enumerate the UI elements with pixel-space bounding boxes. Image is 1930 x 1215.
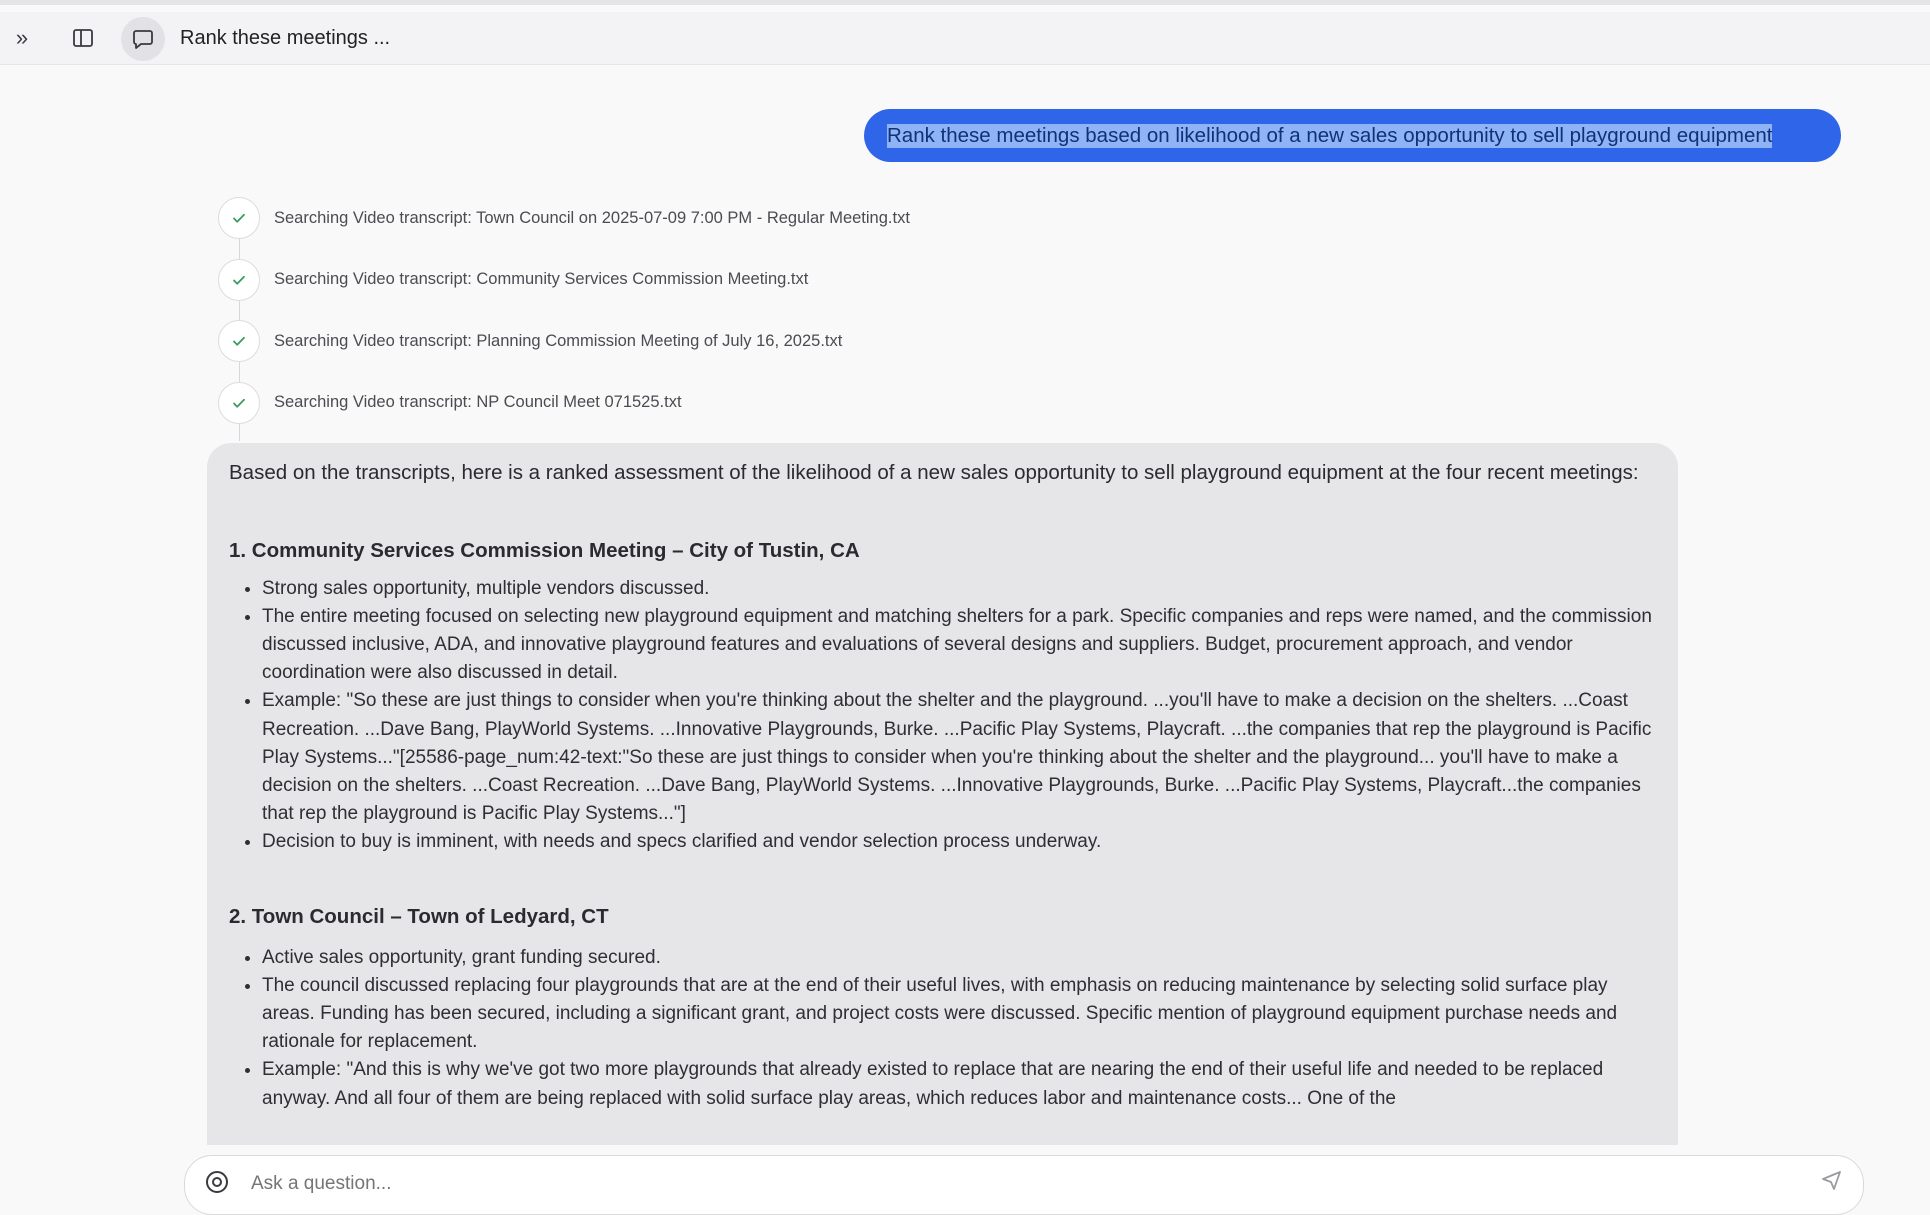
search-step-label: Searching Video transcript: Community Services Commission Meeting.txt [274,270,809,288]
send-icon[interactable] [1820,1168,1850,1198]
bullet-item: • Decision to buy is imminent, with needs and specs clarified and vendor selection process underway. [262,828,1654,856]
assistant-answer [207,443,1678,1145]
message-composer[interactable] [184,1155,1864,1215]
conversation-title: Rank these meetings ... [180,27,391,49]
search-step-label: Searching Video transcript: Town Council on 2025-07-09 7:00 PM - Regular Meeting.txt [274,208,910,227]
check-icon [218,197,260,239]
bullet-item: • Active sales opportunity, grant funding secured. [262,944,1654,972]
check-icon [218,382,260,424]
search-step [218,258,910,302]
search-step [218,381,910,425]
bullet-item: • The entire meeting focused on selecting new playground equipment and matching shelters for a park. Specific companies and reps were named, and the commission discussed inclusive, ADA, and innovative playground features and evaluations of several designs and suppliers. Budget, procurement approach, and vendor coordination were also discussed in detail. [262,603,1654,688]
message-input[interactable] [249,1172,1753,1196]
top-bar [0,12,1930,65]
bullet-item: • Example: "So these are just things to consider when you're thinking about the shelter and the playground. ...you'll have to make a decision on the shelters. ...Coast Recreation. ...Dave Bang, PlayWorld Systems. ...Innovative Playgrounds, Burke. ...Pacific Play Systems, Playcraft. ...the companies that rep the playground is Pacific Play Systems..."[25586-page_num:42-text:"So these are just things to consider when you're thinking about the shelter and the playground... you'll have to make a decision on the shelters. ...Coast Recreation. ...Dave Bang, PlayWorld Systems. ...Innovative Playgrounds, Burke. ...Pacific Play Systems, Playcraft...the companies that rep the playground is Pacific Play Systems..."] [262,687,1654,828]
user-message[interactable] [864,109,1841,162]
section-bullets [229,944,1654,1113]
section-heading: 1. Community Services Commission Meeting – City of Tustin, CA [229,538,860,562]
search-step-label: Searching Video transcript: Planning Commission Meeting of July 16, 2025.txt [274,331,843,350]
check-icon [218,259,260,301]
bullet-item: • Strong sales opportunity, multiple vendors discussed. [262,575,1654,603]
logo-icon [203,1168,231,1196]
answer-intro: Based on the transcripts, here is a ranked assessment of the likelihood of a new sales opportunity to sell playground equipment at the four recent meetings: [229,461,1639,484]
section-bullets [229,575,1654,857]
search-steps [218,196,910,442]
window-top-strip [0,0,1930,5]
expand-icon[interactable]: » [15,25,29,50]
search-step-label: Searching Video transcript: NP Council Meet 071525.txt [274,393,682,411]
chat-bubble-icon[interactable] [121,17,165,61]
section-heading: 2. Town Council – Town of Ledyard, CT [229,904,609,928]
search-step [218,319,910,363]
sidebar-panel-icon[interactable] [70,12,96,64]
check-icon [218,320,260,362]
bullet-item: • Example: "And this is why we've got two more playgrounds that already existed to replace that are nearing the end of their useful life and needed to be replaced anyway. And all four of them are being replaced with solid surface play areas, which reduces labor and maintenance costs... One of the [262,1056,1654,1112]
bullet-item: • The council discussed replacing four playgrounds that are at the end of their useful lives, with emphasis on reducing maintenance by selecting solid surface play areas. Funding has been secured, including a significant grant, and project costs were discussed. Specific mention of playground equipment purchase needs and rationale for replacement. [262,972,1654,1057]
user-message-text[interactable]: Rank these meetings based on likelihood of a new sales opportunity to sell playground equipment [887,123,1773,147]
search-step [218,196,910,240]
